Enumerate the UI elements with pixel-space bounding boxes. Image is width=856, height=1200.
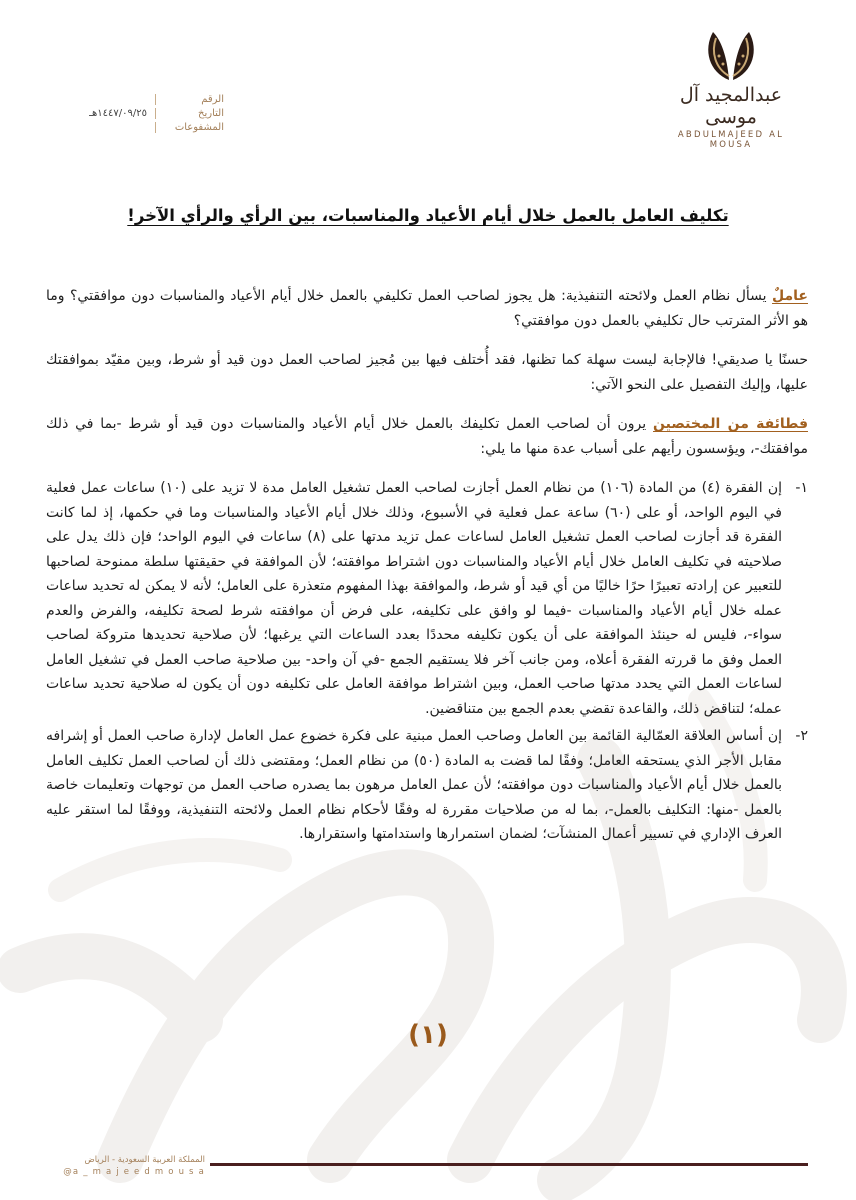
- paragraph-answer-intro: حسنًا يا صديقي! فالإجابة ليست سهلة كما تظنها، فقد أُختلف فيها بين مُجيز لصاحب العمل دون قيد أو شرط، وبين مقيّد بموافقتك عليها، وإليك التفصيل على النحو الآتي:: [46, 352, 808, 393]
- meta-row-date: [52, 106, 224, 120]
- logo: [656, 26, 806, 150]
- footer: [30, 1155, 205, 1177]
- footer-divider: [210, 1163, 808, 1166]
- list-item-text: إن أساس العلاقة العمّالية القائمة بين العامل وصاحب العمل مبنية على فكرة خضوع عمل العامل لإدارة صاحب العمل أو إشرافه مقابل الأجر الذي يستحقه العامل؛ وفقًا لما قضت به المادة (٥٠) من نظام العمل؛ ومقتضى ذلك أن لصاحب العمل تكليف العامل بالعمل خلال أيام الأعياد والمناسبات دون موافقته؛ لأن عمل العامل مرهون بما يصدره صاحب العمل من توجهات وتعليمات خاصة بالعمل -منها: التكليف بالعمل-، بما له من صلاحيات مقررة له وفقًا لأحكام نظام العمل ولائحته التنفيذية، ووفقًا لما استقر عليه العرف الإداري في تسيير أعمال المنشآت؛ لضمان استمرارها واستدامتها واستقرارها.: [46, 728, 782, 842]
- paragraph-first-opinion: [46, 412, 808, 461]
- paragraph-text: يرون أن لصاحب العمل تكليفك بالعمل خلال أيام الأعياد والمناسبات دون قيد أو شرط -بما في ذلك موافقتك-، ويؤسسون رأيهم على أسباب عدة منها ما يلي:: [46, 416, 808, 457]
- meta-value: ١٤٤٧/٠٩/٢٥هـ: [89, 107, 147, 119]
- stylized-leaf-logo-icon: [699, 26, 763, 82]
- lead-word: عاملٌ: [772, 288, 808, 304]
- footer-social-handle: @a _ m a j e e d m o u s a: [63, 1167, 205, 1177]
- paragraph-text: يسأل نظام العمل ولائحته التنفيذية: هل يجوز لصاحب العمل تكليفي بالعمل خلال أيام الأعياد والمناسبات دون موافقتي؟ وما هو الأثر المترتب حال تكليفي بالعمل دون موافقتي؟: [46, 288, 808, 329]
- meta-label: المشفوعات: [174, 121, 224, 133]
- document-meta: [52, 92, 224, 134]
- meta-separator: [155, 108, 156, 119]
- list-item-text: إن الفقرة (٤) من المادة (١٠٦) من نظام العمل أجازت لصاحب العمل تشغيل العامل مدة لا تزيد على (١٠) ساعات عمل فعلية في اليوم الواحد، أو على (٦٠) ساعة عمل فعلية في الأسبوع، وذلك خلال أيام الأعياد والمناسبات وما في حكمها، إذ لما كانت الفقرة قد أجازت لصاحب العمل تشغيل العامل لساعات عمل تزيد مدتها على (٨) ساعات في اليوم الواحد؛ فإن ذلك يدل على صلاحيته في تكليف العامل خلال أيام الأعياد والمناسبات دون اشتراط موافقته؛ لأن الموافقة في حقيقتها سلطة ممنوحة لصاحبها للتعبير عن إرادته تعبيرًا حرًا خاليًا من أي قيد أو شرط، والموافقة بهذا المفهوم متعذرة على العامل؛ لأنه لا يمكن له تحديد ساعات عمله خلال أيام الأعياد والمناسبات -فيما لو وافق على تكليفه، على فرض أن موافقته شرط لصحة تكليفه، والفرض والعدم سواء-، فليس له حينئذ الموافقة على أن يكون تكليفه محددًا بعدد الساعات التي يرغبها؛ لأن صلاحية تحديدها متروكة لصاحب العمل وفق ما قررته الفقرة أعلاه، ومن جانب آخر فلا يستقيم الجمع -في آن واحد- بين صلاحية صاحب العمل في تشغيل العامل لساعات العمل التي يحدد مدتها صاحب العمل، وبين اشتراط موافقة العامل على تكليفه دون أن يكون له صلاحية تحديد ساعات عمله؛ لتناقض ذلك، والقاعدة تقضي بعدم الجمع بين متناقضين.: [46, 480, 783, 717]
- paragraph-question: [46, 284, 808, 333]
- logo-arabic-name: عبدالمجيد آل موسى: [679, 84, 783, 128]
- meta-label: التاريخ: [198, 107, 224, 119]
- logo-english-name: ABDULMAJEED AL MOUSA: [677, 130, 785, 150]
- footer-location: المملكة العربية السعودية - الرياض: [84, 1155, 205, 1165]
- page-number: (١): [408, 1020, 448, 1050]
- meta-separator: [155, 122, 156, 133]
- meta-row-number: [52, 92, 224, 106]
- list-item: [46, 724, 808, 847]
- lead-word: فطائفة من المختصين: [653, 416, 808, 432]
- list-item-number: ١-: [795, 480, 808, 496]
- meta-label: الرقم: [201, 93, 224, 105]
- list-item-number: ٢-: [795, 728, 808, 744]
- list-item: [46, 476, 808, 721]
- document-body: [46, 284, 808, 850]
- meta-row-attachments: [52, 120, 224, 134]
- document-title: تكليف العامل بالعمل خلال أيام الأعياد والمناسبات، بين الرأي والرأي الآخر!: [127, 206, 729, 225]
- meta-separator: [155, 94, 156, 105]
